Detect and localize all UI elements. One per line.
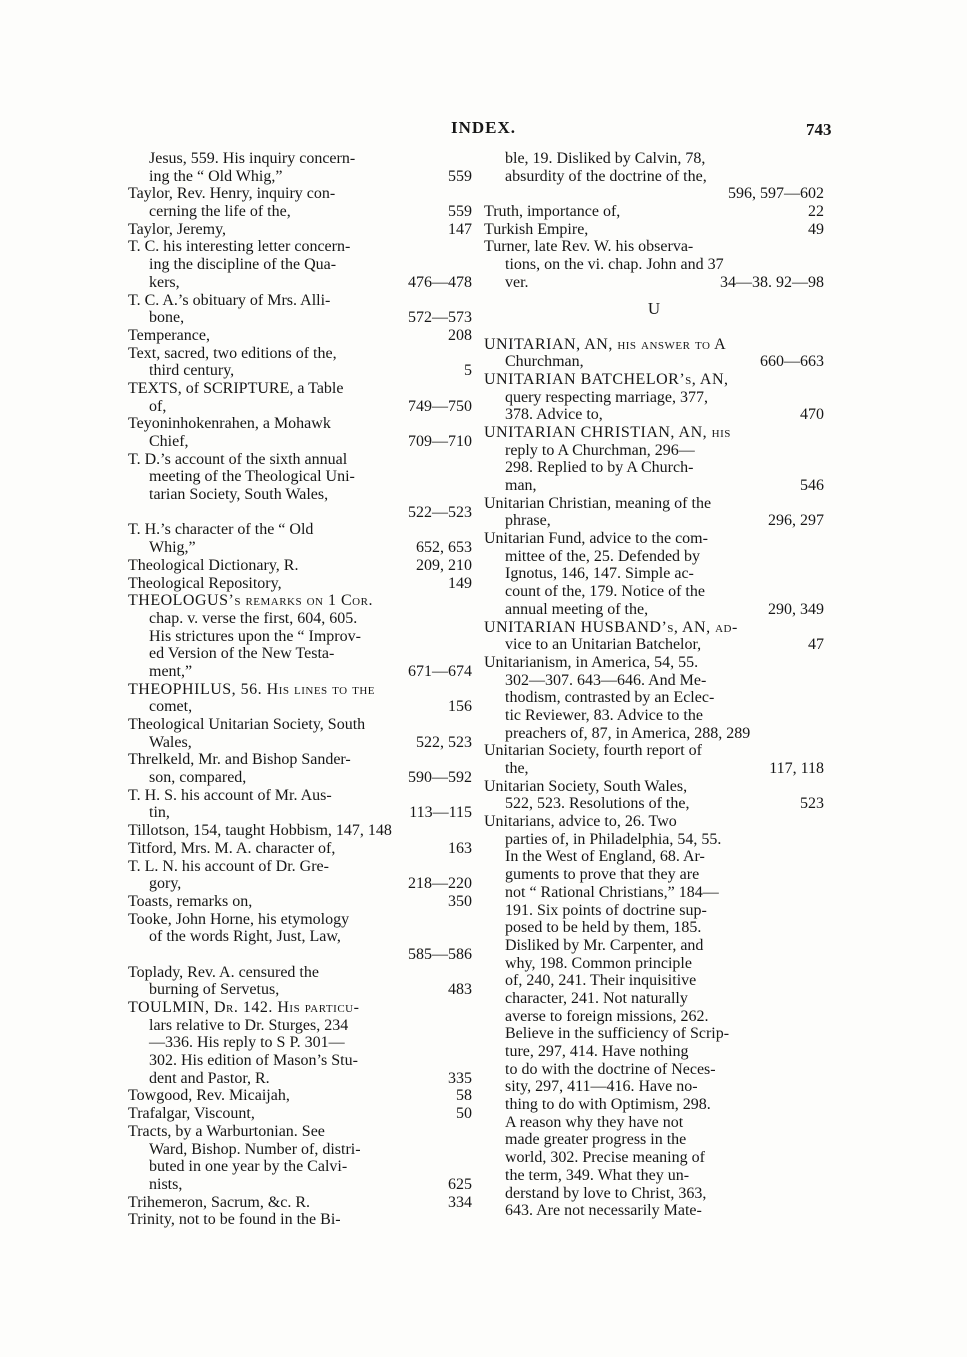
index-entry-line bbox=[484, 1185, 824, 1203]
entry-text: Unitarian Fund, advice to the com- bbox=[484, 530, 708, 548]
entry-page-ref: 585—586 bbox=[408, 945, 472, 963]
entry-text: sity, 297, 411—416. Have no- bbox=[505, 1078, 698, 1096]
index-entry-line bbox=[128, 1052, 472, 1070]
entry-text: 522, 523. Resolutions of the, bbox=[505, 795, 690, 813]
index-entry-line bbox=[484, 601, 824, 619]
entry-text: Churchman, bbox=[505, 353, 584, 371]
entry-page-ref: 483 bbox=[448, 981, 472, 999]
entry-text: His strictures upon the “ Improv- bbox=[149, 627, 361, 645]
index-entry-line bbox=[128, 769, 472, 787]
index-entry-line bbox=[484, 185, 824, 203]
index-entry-line bbox=[484, 442, 824, 460]
entry-text: Unitarianism, in America, 54, 55. bbox=[484, 653, 699, 671]
entry-text: Unitarian Society, fourth report of bbox=[484, 742, 703, 760]
entry-text: of, bbox=[149, 397, 167, 415]
index-entry-line bbox=[128, 504, 472, 522]
index-entry-line bbox=[128, 1070, 472, 1088]
entry-text: THEOPHILUS, 56. His lines to the bbox=[128, 680, 376, 698]
entry-page-ref: 660—663 bbox=[760, 353, 824, 371]
entry-text: son, compared, bbox=[149, 769, 247, 787]
index-entry-line bbox=[484, 150, 824, 168]
index-entry-line bbox=[484, 619, 824, 637]
entry-page-ref: 296, 297 bbox=[768, 512, 824, 530]
entry-text: Threlkeld, Mr. and Bishop Sander- bbox=[128, 751, 351, 769]
entry-text: Unitarian Christian, meaning of the bbox=[484, 494, 712, 512]
entry-text: ment,” bbox=[149, 662, 193, 680]
entry-text: Turkish Empire, bbox=[484, 220, 589, 238]
index-entry-line bbox=[484, 583, 824, 601]
entry-page-ref: 218—220 bbox=[408, 875, 472, 893]
index-entry-line bbox=[484, 203, 824, 221]
entry-text: tions, on the vi. chap. John and 37 bbox=[505, 256, 724, 274]
entry-text: T. H. S. his account of Mr. Aus- bbox=[128, 786, 332, 804]
entry-text: Teyoninhokenrahen, a Mohawk bbox=[128, 415, 331, 433]
section-letter-heading bbox=[484, 298, 824, 320]
entry-text: reply to A Churchman, 296— bbox=[505, 441, 695, 459]
entry-text: THEOLOGUS’s remarks on 1 Cor. bbox=[128, 592, 373, 610]
entry-page-ref: 652, 653 bbox=[416, 539, 472, 557]
entry-page-ref: 149 bbox=[448, 574, 472, 592]
entry-page-ref: 522, 523 bbox=[416, 733, 472, 751]
index-entry-line bbox=[128, 751, 472, 769]
entry-text: Taylor, Rev. Henry, inquiry con- bbox=[128, 185, 336, 203]
entry-text: Toasts, remarks on, bbox=[128, 892, 253, 910]
entry-text: cerning the life of the, bbox=[149, 203, 291, 221]
entry-page-ref: 522—523 bbox=[408, 503, 472, 521]
entry-page-ref: 117, 118 bbox=[769, 760, 824, 777]
entry-text: man, bbox=[505, 477, 537, 494]
entry-text: comet, bbox=[149, 698, 193, 716]
entry-text: Jesus, 559. His inquiry concern- bbox=[149, 150, 356, 167]
index-entry-line bbox=[128, 575, 472, 593]
entry-page-ref: 335 bbox=[448, 1069, 472, 1087]
entry-page-ref: 156 bbox=[448, 698, 472, 716]
entry-text: Ward, Bishop. Number of, distri- bbox=[149, 1140, 361, 1158]
entry-text: UNITARIAN CHRISTIAN, AN, his bbox=[484, 423, 731, 441]
index-entry-line bbox=[128, 327, 472, 345]
entry-text: vice to an Unitarian Batchelor, bbox=[505, 636, 702, 654]
entry-text: 643. Are not necessarily Mate- bbox=[505, 1202, 702, 1220]
entry-text: Trafalgar, Viscount, bbox=[128, 1105, 255, 1123]
entry-text: burning of Servetus, bbox=[149, 981, 280, 999]
entry-page-ref: 546 bbox=[800, 477, 824, 494]
index-entry-line bbox=[484, 459, 824, 477]
index-entry-line bbox=[484, 336, 824, 354]
index-entry-line bbox=[484, 406, 824, 424]
entry-text: Disliked by Mr. Carpenter, and bbox=[505, 936, 704, 954]
right-column-top bbox=[484, 150, 824, 292]
entry-text: count of the, 179. Notice of the bbox=[505, 583, 705, 601]
entry-text: T. D.’s account of the sixth annual bbox=[128, 450, 348, 468]
entry-text: Truth, importance of, bbox=[484, 203, 621, 221]
index-entry-line bbox=[484, 1114, 824, 1132]
index-entry-line bbox=[484, 477, 824, 495]
index-entry-line bbox=[484, 831, 824, 849]
entry-page-ref: 209, 210 bbox=[416, 556, 472, 574]
index-entry-line bbox=[484, 530, 824, 548]
entry-page-ref: 50 bbox=[456, 1105, 472, 1123]
entry-text: of the words Right, Just, Law, bbox=[149, 928, 341, 946]
index-entry-line bbox=[484, 1149, 824, 1167]
entry-text: posed to be held by them, 185. bbox=[505, 919, 702, 937]
entry-page-ref: 596, 597—602 bbox=[728, 185, 824, 203]
index-entry-line bbox=[484, 990, 824, 1008]
index-entry-line bbox=[128, 663, 472, 681]
page-number: 743 bbox=[806, 120, 832, 139]
entry-page-ref: 147 bbox=[448, 220, 472, 238]
index-entry-line bbox=[484, 813, 824, 831]
entry-text: preachers of, 87, in America, 288, 289 bbox=[505, 724, 751, 742]
entry-text: ing the “ Old Whig,” bbox=[149, 167, 283, 185]
index-entry-line bbox=[128, 203, 472, 221]
entry-text: dent and Pastor, R. bbox=[149, 1069, 270, 1087]
index-entry-line bbox=[484, 1096, 824, 1114]
index-entry-line bbox=[128, 911, 472, 929]
entry-text: ing the discipline of the Qua- bbox=[149, 256, 337, 274]
entry-text: tic Reviewer, 83. Advice to the bbox=[505, 706, 703, 724]
entry-text: In the West of England, 68. Ar- bbox=[505, 848, 705, 866]
entry-page-ref: 208 bbox=[448, 326, 472, 344]
entry-page-ref: 113—115 bbox=[409, 804, 472, 822]
index-entry-line bbox=[128, 928, 472, 946]
index-entry-line bbox=[484, 707, 824, 725]
index-entry-line bbox=[128, 468, 472, 486]
entry-text: Trinity, not to be found in the Bi- bbox=[128, 1211, 341, 1229]
index-entry-line bbox=[484, 778, 824, 796]
entry-page-ref: 523 bbox=[800, 795, 824, 813]
entry-text: A reason why they have not bbox=[505, 1113, 684, 1131]
entry-text: UNITARIAN, AN, his answer to A bbox=[484, 335, 727, 353]
index-entry-line bbox=[484, 1202, 824, 1220]
entry-text: 378. Advice to, bbox=[505, 406, 603, 424]
index-entry-line bbox=[484, 353, 824, 371]
entry-text: UNITARIAN BATCHELOR’s, AN, bbox=[484, 370, 729, 388]
entry-text: ble, 19. Disliked by Calvin, 78, bbox=[505, 150, 706, 167]
index-entry-line bbox=[128, 716, 472, 734]
entry-page-ref: 559 bbox=[448, 203, 472, 221]
index-entry-line bbox=[128, 734, 472, 752]
index-entry-line bbox=[128, 981, 472, 999]
index-entry-line bbox=[484, 424, 824, 442]
entry-text: phrase, bbox=[505, 512, 551, 530]
index-entry-line bbox=[484, 902, 824, 920]
index-entry-line bbox=[128, 645, 472, 663]
entry-page-ref: 290, 349 bbox=[768, 600, 824, 618]
entry-text: Chief, bbox=[149, 433, 189, 450]
entry-page-ref: 163 bbox=[448, 839, 472, 857]
entry-text: Unitarian Society, South Wales, bbox=[484, 777, 688, 795]
index-entry-line bbox=[128, 185, 472, 203]
index-entry-line bbox=[484, 1078, 824, 1096]
index-entry-line bbox=[128, 893, 472, 911]
entry-text: thing to do with Optimism, 298. bbox=[505, 1096, 711, 1114]
index-entry-line bbox=[484, 919, 824, 937]
entry-text: Taylor, Jeremy, bbox=[128, 220, 227, 238]
index-entry-line bbox=[128, 858, 472, 876]
index-entry-line bbox=[128, 1194, 472, 1212]
index-entry-line bbox=[484, 1008, 824, 1026]
index-entry-line bbox=[128, 521, 472, 539]
index-entry-line bbox=[128, 787, 472, 805]
entry-text: derstand by love to Christ, 363, bbox=[505, 1184, 707, 1202]
entry-text: parties of, in Philadelphia, 54, 55. bbox=[505, 830, 722, 848]
index-entry-line bbox=[128, 1105, 472, 1123]
left-column bbox=[128, 150, 472, 1229]
entry-page-ref: 334 bbox=[448, 1193, 472, 1211]
entry-text: made greater progress in the bbox=[505, 1131, 687, 1149]
entry-text: TEXTS, of SCRIPTURE, a Table bbox=[128, 379, 344, 397]
entry-text: Whig,” bbox=[149, 539, 196, 557]
index-entry-line bbox=[128, 398, 472, 416]
entry-text: ver. bbox=[505, 273, 529, 291]
index-entry-line bbox=[128, 451, 472, 469]
entry-text: world, 302. Precise meaning of bbox=[505, 1149, 705, 1167]
entry-text: Wales, bbox=[149, 733, 192, 751]
index-entry-line bbox=[128, 1176, 472, 1194]
index-entry-line bbox=[128, 946, 472, 964]
index-entry-line bbox=[128, 256, 472, 274]
entry-text: T. H.’s character of the “ Old bbox=[128, 521, 314, 539]
index-entry-line bbox=[128, 433, 472, 451]
index-entry-line bbox=[128, 628, 472, 646]
entry-text: absurdity of the doctrine of the, bbox=[505, 167, 707, 185]
entry-text: 191. Six points of doctrine sup- bbox=[505, 901, 707, 919]
index-entry-line bbox=[484, 866, 824, 884]
entry-text: Temperance, bbox=[128, 326, 210, 344]
entry-page-ref: 572—573 bbox=[408, 309, 472, 327]
entry-text: meeting of the Theological Uni- bbox=[149, 468, 355, 486]
entry-text: UNITARIAN HUSBAND’s, AN, ad- bbox=[484, 618, 738, 636]
entry-text: ture, 297, 414. Have nothing bbox=[505, 1043, 689, 1060]
index-entry-line bbox=[128, 681, 472, 699]
entry-text: Theological Repository, bbox=[128, 574, 282, 592]
index-entry-line bbox=[128, 168, 472, 186]
entry-text: annual meeting of the, bbox=[505, 600, 649, 618]
index-entry-line bbox=[128, 150, 472, 168]
entry-text: mittee of the, 25. Defended by bbox=[505, 547, 701, 565]
index-entry-line bbox=[128, 610, 472, 628]
entry-page-ref: 709—710 bbox=[408, 433, 472, 450]
entry-text: 302. His edition of Mason’s Stu- bbox=[149, 1052, 358, 1070]
index-entry-line bbox=[128, 804, 472, 822]
index-entry-line bbox=[484, 884, 824, 902]
right-column-bottom bbox=[484, 336, 824, 1220]
entry-text: Theological Unitarian Society, South bbox=[128, 716, 366, 733]
index-entry-line bbox=[128, 238, 472, 256]
entry-text: the term, 349. What they un- bbox=[505, 1166, 690, 1184]
index-entry-line bbox=[484, 848, 824, 866]
index-entry-line bbox=[128, 698, 472, 716]
entry-text: lars relative to Dr. Sturges, 234 bbox=[149, 1016, 349, 1034]
index-entry-line bbox=[128, 539, 472, 557]
index-entry-line bbox=[484, 1043, 824, 1061]
index-entry-line bbox=[128, 592, 472, 610]
index-entry-line bbox=[484, 548, 824, 566]
index-entry-line bbox=[484, 1061, 824, 1079]
entry-text: T. L. N. his account of Dr. Gre- bbox=[128, 857, 329, 875]
entry-page-ref: 5 bbox=[464, 362, 472, 380]
index-entry-line bbox=[484, 636, 824, 654]
entry-text: Trihemeron, Sacrum, &c. R. bbox=[128, 1193, 311, 1211]
index-entry-line bbox=[484, 565, 824, 583]
entry-text: query respecting marriage, 377, bbox=[505, 388, 709, 406]
entry-text: Toplady, Rev. A. censured the bbox=[128, 963, 319, 981]
index-entry-line bbox=[128, 362, 472, 380]
index-entry-line bbox=[128, 999, 472, 1017]
entry-page-ref: 47 bbox=[808, 636, 824, 654]
entry-page-ref: 58 bbox=[456, 1087, 472, 1105]
entry-text: Tracts, by a Warburtonian. See bbox=[128, 1122, 325, 1140]
entry-text: averse to foreign missions, 262. bbox=[505, 1007, 709, 1025]
index-entry-line bbox=[484, 689, 824, 707]
entry-text: Unitarians, advice to, 26. Two bbox=[484, 813, 677, 831]
index-entry-line bbox=[128, 1034, 472, 1052]
index-entry-line bbox=[128, 822, 472, 840]
index-entry-line bbox=[484, 168, 824, 186]
entry-text: TOULMIN, Dr. 142. His particu- bbox=[128, 999, 360, 1016]
entry-text: ed Version of the New Testa- bbox=[149, 645, 335, 663]
entry-page-ref: 625 bbox=[448, 1175, 472, 1193]
index-entry-line bbox=[128, 221, 472, 239]
entry-page-ref: 559 bbox=[448, 167, 472, 185]
index-entry-line bbox=[484, 760, 824, 778]
entry-page-ref: 34—38. 92—98 bbox=[720, 273, 824, 291]
entry-text: Theological Dictionary, R. bbox=[128, 556, 299, 574]
entry-page-ref: 671—674 bbox=[408, 662, 472, 680]
entry-page-ref: 350 bbox=[448, 892, 472, 910]
entry-text: bone, bbox=[149, 309, 185, 327]
entry-text: kers, bbox=[149, 273, 180, 291]
entry-text: guments to prove that they are bbox=[505, 866, 700, 884]
entry-text: tarian Society, South Wales, bbox=[149, 486, 329, 504]
entry-text: not “ Rational Christians,” 184— bbox=[505, 883, 719, 901]
index-entry-line bbox=[484, 221, 824, 239]
index-entry-line bbox=[128, 1017, 472, 1035]
entry-text: Towgood, Rev. Micaijah, bbox=[128, 1087, 290, 1105]
entry-text: Believe in the sufficiency of Scrip- bbox=[505, 1025, 730, 1043]
index-entry-line bbox=[128, 292, 472, 310]
index-entry-line bbox=[128, 1158, 472, 1176]
index-entry-line bbox=[484, 725, 824, 743]
entry-text: —336. His reply to S P. 301— bbox=[149, 1034, 345, 1052]
index-entry-line bbox=[128, 380, 472, 398]
index-entry-line bbox=[484, 1167, 824, 1185]
entry-text: chap. v. verse the first, 604, 605. bbox=[149, 609, 358, 627]
entry-text: third century, bbox=[149, 362, 235, 380]
index-entry-line bbox=[128, 274, 472, 292]
index-entry-line bbox=[484, 389, 824, 407]
entry-text: nists, bbox=[149, 1175, 183, 1193]
entry-text: Titford, Mrs. M. A. character of, bbox=[128, 839, 336, 857]
index-entry-line bbox=[128, 875, 472, 893]
entry-text: 302—307. 643—646. And Me- bbox=[505, 671, 707, 689]
index-entry-line bbox=[128, 1211, 472, 1229]
index-entry-line bbox=[128, 415, 472, 433]
entry-text: Turner, late Rev. W. his observa- bbox=[484, 238, 694, 256]
entry-page-ref: 49 bbox=[808, 220, 824, 238]
entry-text: character, 241. Not naturally bbox=[505, 989, 688, 1007]
index-entry-line bbox=[484, 371, 824, 389]
index-entry-line bbox=[484, 1131, 824, 1149]
index-entry-line bbox=[484, 495, 824, 513]
index-entry-line bbox=[484, 742, 824, 760]
entry-text: 298. Replied to by A Church- bbox=[505, 459, 694, 477]
index-entry-line bbox=[128, 840, 472, 858]
index-entry-line bbox=[484, 274, 824, 292]
entry-text: to do with the doctrine of Neces- bbox=[505, 1060, 716, 1078]
entry-text: tin, bbox=[149, 804, 170, 822]
entry-page-ref: 749—750 bbox=[408, 397, 472, 415]
index-entry-line bbox=[484, 955, 824, 973]
entry-text: Tooke, John Horne, his etymology bbox=[128, 910, 350, 928]
entry-text: Text, sacred, two editions of the, bbox=[128, 344, 337, 362]
index-entry-line bbox=[484, 795, 824, 813]
index-entry-line bbox=[128, 309, 472, 327]
right-column bbox=[484, 150, 824, 1220]
section-letter: U bbox=[647, 298, 661, 318]
index-entry-line bbox=[128, 1141, 472, 1159]
index-entry-line bbox=[128, 1087, 472, 1105]
index-entry-line bbox=[484, 1025, 824, 1043]
entry-text: T. C. his interesting letter concern- bbox=[128, 238, 351, 256]
index-entry-line bbox=[128, 1123, 472, 1141]
index-entry-line bbox=[128, 345, 472, 363]
index-entry-line bbox=[484, 672, 824, 690]
entry-text: why, 198. Common principle bbox=[505, 954, 692, 972]
index-entry-line bbox=[484, 972, 824, 990]
entry-text: gory, bbox=[149, 875, 182, 893]
index-entry-line bbox=[484, 937, 824, 955]
entry-page-ref: 22 bbox=[808, 203, 824, 221]
entry-page-ref: 590—592 bbox=[408, 769, 472, 787]
index-entry-line bbox=[484, 512, 824, 530]
index-entry-line bbox=[484, 654, 824, 672]
index-entry-line bbox=[128, 964, 472, 982]
entry-text: T. C. A.’s obituary of Mrs. Alli- bbox=[128, 291, 331, 309]
page-title: INDEX. bbox=[450, 118, 517, 137]
entry-text: the, bbox=[505, 760, 529, 777]
entry-text: buted in one year by the Calvi- bbox=[149, 1158, 348, 1176]
entry-page-ref: 476—478 bbox=[408, 273, 472, 291]
index-entry-line bbox=[128, 486, 472, 504]
index-entry-line bbox=[128, 557, 472, 575]
entry-text: Tillotson, 154, taught Hobbism, 147, 148 bbox=[128, 822, 392, 840]
index-entry-line bbox=[484, 256, 824, 274]
entry-page-ref: 470 bbox=[800, 406, 824, 424]
index-entry-line bbox=[484, 238, 824, 256]
entry-text: thodism, contrasted by an Eclec- bbox=[505, 689, 715, 707]
entry-text: of, 240, 241. Their inquisitive bbox=[505, 972, 697, 990]
entry-text: Ignotus, 146, 147. Simple ac- bbox=[505, 565, 694, 583]
